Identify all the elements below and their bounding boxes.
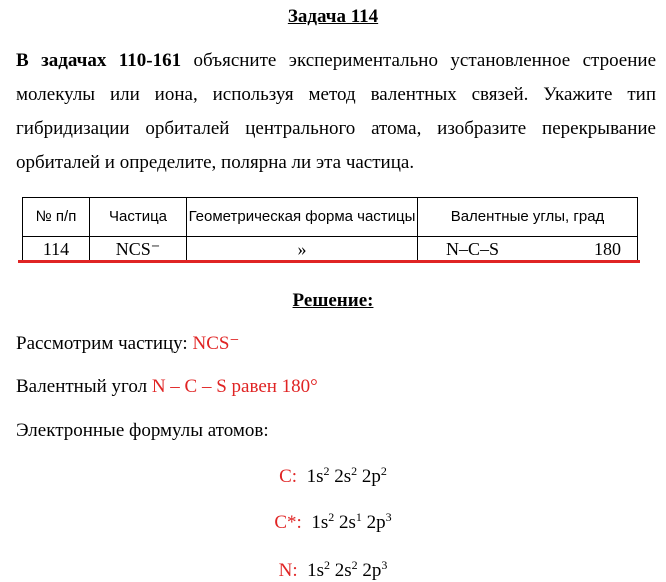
orbital-term: $1s^2$	[311, 510, 335, 533]
table-row	[23, 237, 638, 262]
header-particle: Частица	[90, 198, 187, 237]
orbital-term: $2p^2$	[361, 464, 387, 487]
table-header-row	[23, 198, 638, 237]
orbital-term: $2p^3$	[366, 510, 392, 533]
solution-heading: Решение:	[292, 290, 374, 311]
task-table	[22, 197, 638, 262]
red-underline	[18, 260, 640, 263]
orbital-term: $2p^3$	[362, 558, 388, 581]
orbital-term: $1s^2$	[307, 558, 330, 581]
task-range: В задачах 110-161	[16, 50, 182, 71]
formula-line	[0, 466, 666, 488]
task-instructions: объясните экспериментально установленное строение молекулы или иона, используя метод валентных связей. Укажите тип гибридизации орбиталей центрального атома, изобразите перекрывание орбиталей и определите, полярна ли эта частица.	[16, 50, 657, 173]
header-number: № п/п	[23, 198, 90, 237]
formula-line	[0, 512, 666, 534]
formula-line	[0, 560, 666, 582]
atom-symbol: C*:	[274, 512, 302, 533]
header-shape: Геометрическая форма частицы	[187, 198, 418, 237]
angle-value: 180	[594, 239, 621, 259]
orbital-term: $2s^1$	[338, 510, 362, 533]
task-title: Задача 114	[287, 6, 379, 27]
cell-angle	[418, 237, 638, 262]
atom-symbol: C:	[279, 466, 298, 487]
orbital-term: $2s^2$	[334, 464, 358, 487]
orbital-term: $1s^2$	[306, 464, 330, 487]
orbital-term: $2s^2$	[334, 558, 358, 581]
angle-name: N–C–S	[446, 239, 500, 259]
cell-particle: NCS⁻	[90, 237, 187, 262]
atom-symbol: N:	[278, 560, 298, 581]
angle-statement: N – C – S равен 180°	[151, 376, 318, 397]
formulas-label: Электронные формулы атомов:	[16, 420, 269, 441]
cell-number: 114	[23, 237, 90, 262]
consider-label: Рассмотрим частицу:	[16, 333, 193, 354]
consider-line	[16, 332, 239, 355]
task-statement	[16, 44, 656, 180]
cell-shape: »	[187, 237, 418, 262]
angle-label: Валентный угол	[16, 376, 152, 397]
angle-line	[16, 376, 318, 398]
consider-particle: NCS⁻	[192, 333, 240, 354]
header-angles: Валентные углы, град	[418, 198, 638, 237]
